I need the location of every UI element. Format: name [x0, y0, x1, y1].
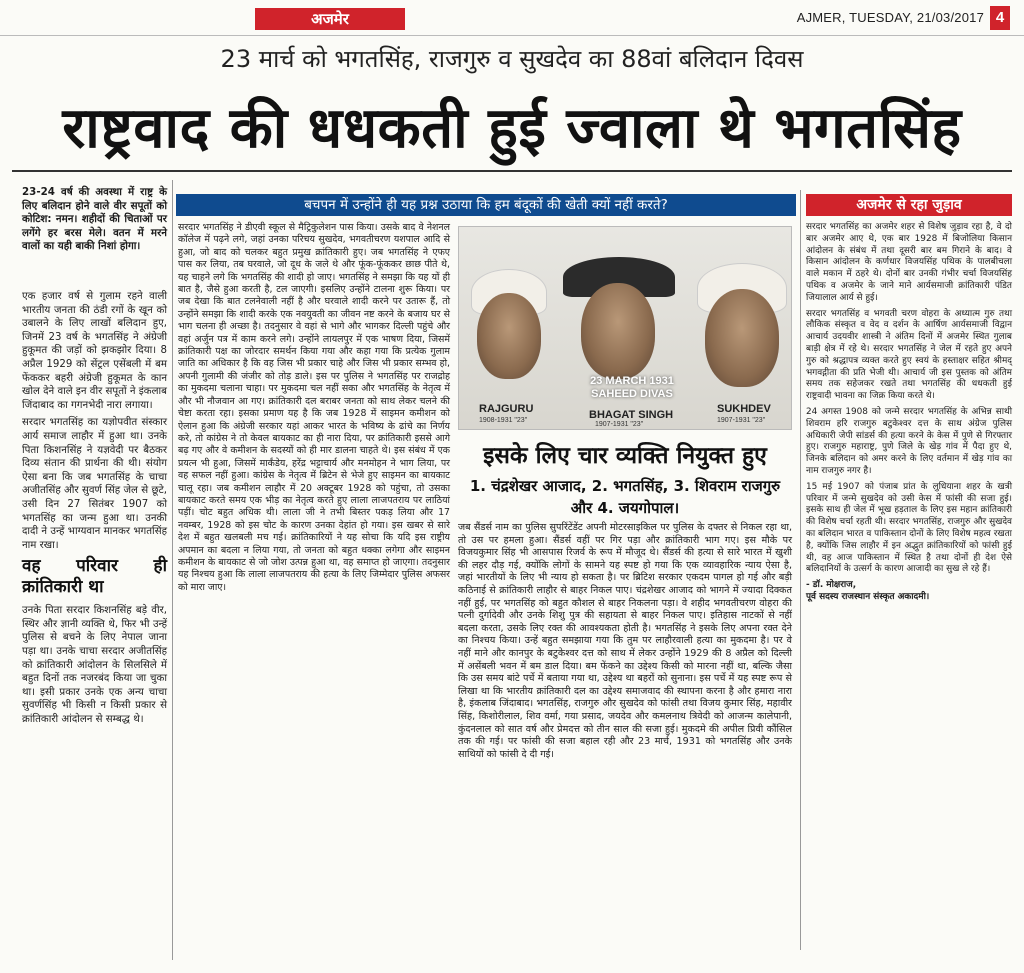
right-column [806, 222, 1012, 604]
paragraph: एक हजार वर्ष से गुलाम रहने वाली भारतीय जनता की ठंडी रगों के खून को उबालने के लिए लाखों बलिदान हुए, जिनमें 23 वर्ष के भगतसिंह ने अंग्रेजी हुकूमत की जड़ों को झकझोर दिया। 8 अप्रैल 1929 को सेंट्रल एसेंबली में बम फेंककर बहरी अंग्रेजी हुकूमत के कान खोल देने वाले इन वीर सपूतों ने इंकलाब जिंदाबाद का गगनभेदी नारा लगाया। [22, 291, 167, 411]
left-column [22, 290, 167, 731]
portrait-bhagat-singh [581, 283, 655, 379]
saheed-divas-stamp [587, 375, 677, 401]
paragraph: 24 अगस्त 1908 को जन्मे सरदार भगतसिंह के अभिन्न साथी शिवराम हरि राजगुरु बटुकेश्वर दत्त के साथ अंग्रेज पुलिस अधिकारी जेपी सांडर्स की हत्या करने के केस में पुणे से गिरफ्तार हुए। राजगुरु महाराष्ट्र, पुणे जिले के खेड़ गांव में पैदा हुए थे, जिनके बलिदान को अमर करने के लिए वर्तमान में खेड़ गांव का नाम राजगुरु नगर है। [806, 406, 1012, 476]
paragraph: सरदार भगतसिंह का अजमेर शहर से विशेष जुड़ाव रहा है, वे दो बार अजमेर आए थे, एक बार 1928 में बिजोलिया किसान आंदोलन के संबंध में तथा दूसरी बार बम गिराने के बाद। वे किसान आंदोलन के कर्णधार विजयसिंह पथिक के पालबीचला वाले मकान में ठहरे थे। दोनों बार उनकी गंभीर चर्चा विजयसिंह पथिक व अजमेर के जाने माने आर्यसमाजी क्रांतिकारी पंडित जियालाल आर्य से हुई। [806, 222, 1012, 303]
column-divider [800, 190, 801, 950]
paragraph: सरदार भगतसिंह का यज्ञोपवीत संस्कार आर्य समाज लाहौर में हुआ था। उनके पिता किशनसिंह ने यज्ञवेदी पर बैठकर दिव्य संतान की प्रार्थना की थी। संयोग ऐसा बना कि जब भगतसिंह के चाचा अजीतसिंह और सुवर्ण सिंह जेल से छूटे, उसी दिन 27 सितंबर 1907 को भगतसिंह का जन्म हुआ था। उनकी दादी ने उन्हें भाग्यवान मानकर भगतसिंह नाम रखा। [22, 417, 167, 551]
dateline: AJMER, TUESDAY, 21/03/2017 [796, 10, 984, 25]
photo-portraits [458, 226, 792, 430]
caption-years: 1908-1931 "23" [479, 417, 528, 424]
headline: राष्ट्रवाद की धधकती हुई ज्वाला थे भगतसिंह [62, 96, 962, 161]
subhead: वह परिवार ही क्रांतिकारी था [22, 556, 167, 598]
section-tag: अजमेर [255, 8, 405, 30]
page-header [0, 0, 1024, 36]
caption-years: 1907-1931 "23" [717, 417, 766, 424]
box-list: 1. चंद्रशेखर आजाद, 2. भगतसिंह, 3. शिवराम राजगुरु और 4. जयगोपाल। [469, 477, 781, 517]
page-number: 4 [990, 6, 1010, 30]
paragraph: 15 मई 1907 को पंजाब प्रांत के लुधियाना शहर के खत्री परिवार में जन्मे सुखदेव को उसी केस में फांसी की सजा हुई। इसके साथ ही जेल में भूख हड़ताल के लिए इस महान क्रांतिकारी की विशेष चर्चा रहती थी। सरदार भगतसिंह, राजगुरु और सुखदेव का बलिदान भारत व पाकिस्तान दोनों के लिए विशेष महत्व रखता है, क्योंकि जिस लाहौर में इन अद्भुत क्रांतिकारियों को फांसी हुई थी, वह आज पाकिस्तान में स्थित है तथा दोनों ही देश ऐसे बलिदानियों के उत्सर्ग के कारण आजादी का सुख ले रहे हैं। [806, 481, 1012, 575]
portrait-sukhdev [705, 289, 779, 387]
author-signature: - डॉ. मोक्षराज, [806, 580, 857, 591]
box-title: इसके लिए चार व्यक्ति नियुक्त हुए [483, 443, 767, 469]
caption-name: SUKHDEV [717, 403, 771, 415]
stamp-line: 23 MARCH 1931 [590, 375, 674, 387]
column-divider [172, 180, 173, 960]
divider [12, 170, 1012, 172]
portrait-rajguru [477, 293, 541, 379]
intro-quote: 23-24 वर्ष की अवस्था में राष्ट्र के लिए बलिदान होने वाले वीर सपूतों को कोटिश: नमन। शहीदों की चिताओं पर लगेंगे हर बरस मेले। वतन में मरने वालों का यही बाकी निशां होगा। [22, 186, 167, 253]
paragraph: सरदार भगतसिंह ने डीएवी स्कूल से मैट्रिकुलेशन पास किया। उसके बाद वे नेशनल कॉलेज में पढ़ने लगे, जहां उनका परिचय सुखदेव, भगवतीचरण यशपाल आदि से हुआ, जो बाद को चलकर बहुत प्रमुख क्रांतिकारी हुए। जब भगतसिंह ने एफए पास कर लिया, तब घरवाले, जो दूध के जले थे और फूंक-फूंककर छाछ पीते थे, यह चाहने लगे कि भगतसिंह की शादी हो जाए। भगतसिंह ने समझा कि यह यों ही बात है, जैसे हुआ करती है, टल जाएगी। इसलिए उन्होंने टालना शुरू किया। पर जब देखा कि बात टलनेवाली नहीं है और घरवाले शादी करने पर उतारू हैं, तो उन्होंने समझा कि शादी करके एक नवयुवती का जीवन नष्ट करने के बजाय घर से भाग चलना ही अच्छा है। तदनुसार वे वहां से भागे और भागकर दिल्ली पहुंचे और वहां अर्जुन पत्र में काम करने लगे। उन्होंने लायलपुर में एक भाषण दिया, जिसमें क्रांतिकारी पक्ष का जोरदार समर्थन किया गया और कहा गया कि प्रत्येक गुलाम जाति का अधिकार है कि वह जिस भी प्रकार चाहे और जिस भी प्रकार सम्भव हो, अपनी गुलामी की जंजीर को तोड़ डाले। इस पर पुलिस ने भगतसिंह पर राजद्रोह का मुकदमा चलाना चाहा। पर मुकदमा चल नहीं सका और भगतसिंह के नेतृत्व में और भी नौजवान आ गए। क्रांतिकारी दल बराबर जनता को साथ लेकर चलने की चेष्टा करता रहा। इसका प्रमाण यह है कि जब 1928 में साइमन कमीशन को ऐलान हुआ कि अंग्रेजी सरकार यहां आकर भारत के भविष्य के ढांचे का निर्णय करे, तो कांग्रेस ने तो केवल बायकाट का ही नारा दिया, पर क्रांतिकारी इससे आगे बढ़ गए और वे कमीशन के सदस्यों को ही मार डालना चाहते थे। इस संबंध में एक प्रयत्न भी हुआ, जिसमें मार्कंडेय, हरेंद्र भट्टाचार्य और मनमोहन ने भाग लिया, पर वह सफल नहीं हुआ। कांग्रेस के नेतृत्व में ब्रिटेन से भेजे हुए साइमन का बायकाट चालू रहा। जब कमीशन लाहौर में 20 अक्टूबर 1928 को पहुंचा, तो उसका बायकाट करते समय एक भीड़ का नेतृत्व करते हुए लाला लाजपतराय पर लाठियां पड़ीं। चोट बहुत अधिक थी। लाला जी ने तभी बिस्तर पकड़ लिया और 17 नवम्बर, 1928 को इस चोट के कारण उनका देहांत हो गया। इस खबर से सारे देश में बहुत खलबली मच गई। क्रांतिकारियों ने यह सोचा कि यदि इस राष्ट्रीय अपमान का बदला न लिया गया, तो जनता को बहुत धक्का लगेगा और साइमन कमीशन के बायकाट से जो जोश उत्पन्न हुआ था, वह समाप्त हो जाएगा। तदनुसार यह निश्चय हुआ कि लाला लाजपतराय की हत्या के लिए जिम्मेदार पुलिस अफसर को मारा जाए। [178, 222, 450, 593]
paragraph: सरदार भगतसिंह व भगवती चरण वोहरा के अध्यात्म गुरु तथा लौकिक संस्कृत व वेद व दर्शन के आर्षिण आर्यसमाजी विद्वान आचार्य उदयवीर शास्त्री ने अंतिम दिनों में अजमेर स्थित गुलाब बाड़ी क्षेत्र में रहे थे। सरदार भगतसिंह ने जेल में रहते हुए अपने गुरु को श्रद्धापत्र व्यक्त करते हुए स्वयं के हस्ताक्षर सहित श्रीमद् भगवद्गीता की प्रति भेजी थी। आचार्य जी इस पुस्तक को अंतिम समय तक सहेजकर रखते तथा भगतसिंह की धधकती हुई राष्ट्रवादी भावना का जिक्र किया करते थे। [806, 308, 1012, 402]
stamp-line: SAHEED DIVAS [591, 388, 673, 400]
side-heading: अजमेर से रहा जुड़ाव [806, 194, 1012, 216]
section-banner: बचपन में उन्होंने ही यह प्रश्न उठाया कि हम बंदूकों की खेती क्यों नहीं करते? [176, 194, 796, 216]
paragraph: जब सैंडर्स नाम का पुलिस सुपरिंटेंडेंट अपनी मोटरसाइकिल पर पुलिस के दफ्तर से निकल रहा था, तो उस पर हमला हुआ। सैंडर्स वहीं पर गिर पड़ा और क्रांतिकारी भाग गए। इस मौके पर विजयकुमार सिंह भी आसपास रिजर्व के रूप में मौजूद थे। सैंडर्स की हत्या से सारे भारत में खुशी की लहर दौड़ गई, क्योंकि लोगों के सामने यह स्पष्ट हो गया कि एक व्यावहारिक न्याय ऐसा है, जहां भारतीयों के लिए भी न्याय हो सकता है। पर ब्रिटिश सरकार एकदम पागल हो गई और बड़ी कठिनाई से क्रांतिकारी लाहौर से बाहर निकल पाए। चंद्रशेखर आजाद को भागने में ज्यादा दिक्कत नहीं हुई, पर भगतसिंह को बहुत कौशल से बाहर निकलना पड़ा। वे शहीद भगवतीचरण वोहरा की पत्नी दुर्गादेवी और उनके शिशु पुत्र की सहायता से बाहर निकल पाए। इतिहास नाटकों से नहीं बदला करता, उसके लिए रक्त की आवश्यकता होती है। भगतसिंह ने इसके लिए अपना रक्त देने का निश्चय किया। उन्हें बहुत समझाया गया कि तुम पर लाहौरवाली हत्या का मुकदमा है। पर वे नहीं माने और कानपुर के बटुकेश्वर दत्त को साथ में लेकर उन्होंने 1929 की 8 अप्रैल को दिल्ली में असेंबली भवन में बम डाल दिया। बम फेंकने का उद्देश्य किसी को मारना नहीं था, बल्कि जैसा कि उस समय बांटे पर्चे में बताया गया था, उद्देश्य था बहरों को सुनाना। इस पर्चे में यह स्पष्ट रूप से लिखा था कि भारतीय क्रांतिकारी दल का उद्देश्य समाजवाद की स्थापना करना है और हमारा नारा है, इंकलाब जिंदाबाद। भगतसिंह, राजगुरु और सुखदेव को फांसी तथा विजय कुमार सिंह, महावीर सिंह, किशोरीलाल, शिव वर्मा, गया प्रसाद, जयदेव और कमलनाथ त्रिवेदी को आजन्म कालेपानी, कुंदनलाल को सात वर्ष और प्रेमदत्त को तीन साल की सजा हुई। मुकदमे की अपील प्रिवी कौंसिल तक की गई। पर फांसी की सजा बहाल रही और 23 मार्च, 1931 को भगतसिंह और उनके साथियों को फांसी दे दी गई। [458, 522, 792, 760]
middle-column [178, 222, 450, 598]
caption-name: RAJGURU [479, 403, 534, 415]
caption-years: 1907-1931 "23" [595, 421, 644, 428]
caption-name: BHAGAT SINGH [589, 409, 674, 421]
kicker: 23 मार्च को भगतसिंह, राजगुरु व सुखदेव का 88वां बलिदान दिवस [220, 45, 804, 73]
author-title: पूर्व सदस्य राजस्थान संस्कृत अकादमी। [806, 591, 930, 602]
box-body [458, 522, 792, 765]
paragraph: उनके पिता सरदार किशनसिंह बड़े वीर, स्थिर और ज्ञानी व्यक्ति थे, फिर भी उन्हें पुलिस से बचने के लिए नेपाल जाना पड़ा था। उनके चाचा सरदार अजीतसिंह को क्रांतिकारी आंदोलन के सिलसिले में बहुत दिनों तक नजरबंद किया जा चुका था। इसी प्रकार उनके एक अन्य चाचा सुवर्णसिंह भी किसी न किसी प्रकार से क्रांतिकारी आंदोलन से सम्बद्ध थे। [22, 605, 167, 726]
